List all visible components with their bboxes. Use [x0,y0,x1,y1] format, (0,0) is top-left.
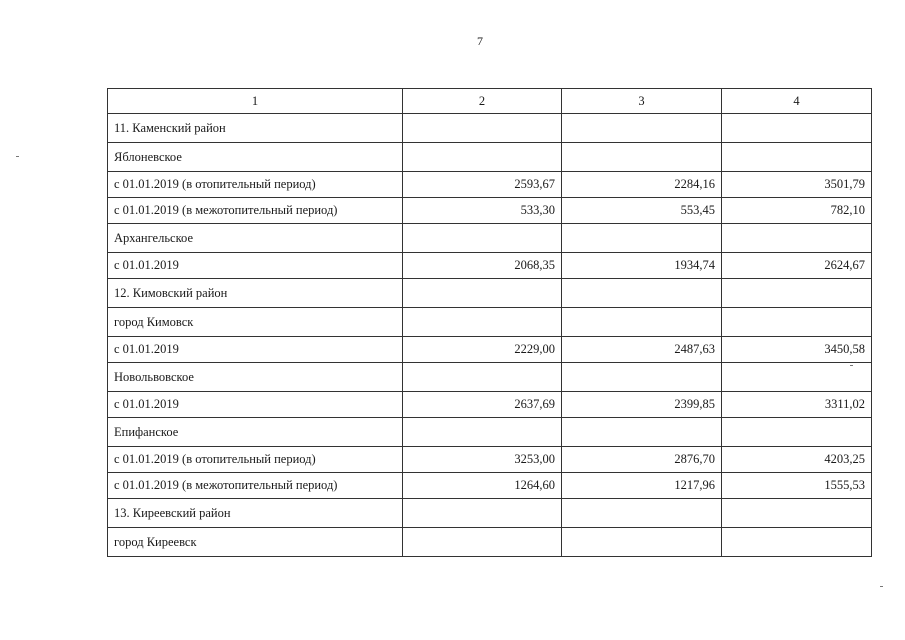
scan-speck [16,156,19,157]
table-cell [722,363,872,392]
table-cell [403,114,562,143]
row-label: Епифанское [108,418,403,447]
table-cell [562,224,722,253]
table-cell: 2876,70 [562,447,722,473]
table-row [108,279,872,308]
table-cell: 2399,85 [562,392,722,418]
table-cell: 2637,69 [403,392,562,418]
table-cell [403,499,562,528]
table-cell [403,418,562,447]
table-cell: 3450,58 [722,337,872,363]
scan-speck [880,586,883,587]
table-row [108,143,872,172]
table-row [108,473,872,499]
table-row [108,172,872,198]
table-row [108,392,872,418]
table-cell [562,279,722,308]
table-cell: 2593,67 [403,172,562,198]
table-cell [562,143,722,172]
table-cell [562,308,722,337]
row-label: с 01.01.2019 (в отопительный период) [108,172,403,198]
table-cell [403,308,562,337]
table-cell: 1264,60 [403,473,562,499]
table-row [108,114,872,143]
row-label: Яблоневское [108,143,403,172]
table-cell: 533,30 [403,198,562,224]
row-label: Архангельское [108,224,403,253]
table-cell: 2284,16 [562,172,722,198]
table-cell: 2487,63 [562,337,722,363]
row-label: 12. Кимовский район [108,279,403,308]
table-cell [722,418,872,447]
table-cell [722,224,872,253]
table-cell [562,114,722,143]
tariff-table [107,88,872,557]
table-cell [403,528,562,557]
table-row [108,198,872,224]
table-cell [403,363,562,392]
row-label: с 01.01.2019 (в отопительный период) [108,447,403,473]
table-cell [403,279,562,308]
column-header: 3 [562,89,722,114]
table-cell [403,143,562,172]
table-cell: 1555,53 [722,473,872,499]
table-cell: 1217,96 [562,473,722,499]
table-cell: 553,45 [562,198,722,224]
row-label: 11. Каменский район [108,114,403,143]
table-cell [722,279,872,308]
table-cell [722,528,872,557]
table-row [108,418,872,447]
row-label: город Киреевск [108,528,403,557]
table-cell [562,418,722,447]
table-cell [562,499,722,528]
table-row [108,224,872,253]
table-cell [562,363,722,392]
row-label: с 01.01.2019 (в межотопительный период) [108,473,403,499]
table-cell [722,499,872,528]
scan-speck [850,365,853,366]
page-number: 7 [477,34,483,48]
table-row [108,337,872,363]
table-row [108,253,872,279]
table-row [108,447,872,473]
table-cell [722,114,872,143]
table-row [108,363,872,392]
column-header: 4 [722,89,872,114]
table-cell: 3311,02 [722,392,872,418]
row-label: город Кимовск [108,308,403,337]
table-row [108,499,872,528]
row-label: Новольвовское [108,363,403,392]
row-label: 13. Киреевский район [108,499,403,528]
table-cell: 3501,79 [722,172,872,198]
row-label: с 01.01.2019 [108,337,403,363]
table-cell [722,308,872,337]
table-cell [722,143,872,172]
table-cell [562,528,722,557]
row-label: с 01.01.2019 [108,253,403,279]
table-cell: 4203,25 [722,447,872,473]
table-header-row [108,89,872,114]
table-cell [403,224,562,253]
table-cell: 782,10 [722,198,872,224]
table-row [108,528,872,557]
table-row [108,308,872,337]
column-header: 1 [108,89,403,114]
table-cell: 2068,35 [403,253,562,279]
row-label: с 01.01.2019 (в межотопительный период) [108,198,403,224]
row-label: с 01.01.2019 [108,392,403,418]
table-cell: 1934,74 [562,253,722,279]
table-cell: 2624,67 [722,253,872,279]
column-header: 2 [403,89,562,114]
table-cell: 3253,00 [403,447,562,473]
table-cell: 2229,00 [403,337,562,363]
